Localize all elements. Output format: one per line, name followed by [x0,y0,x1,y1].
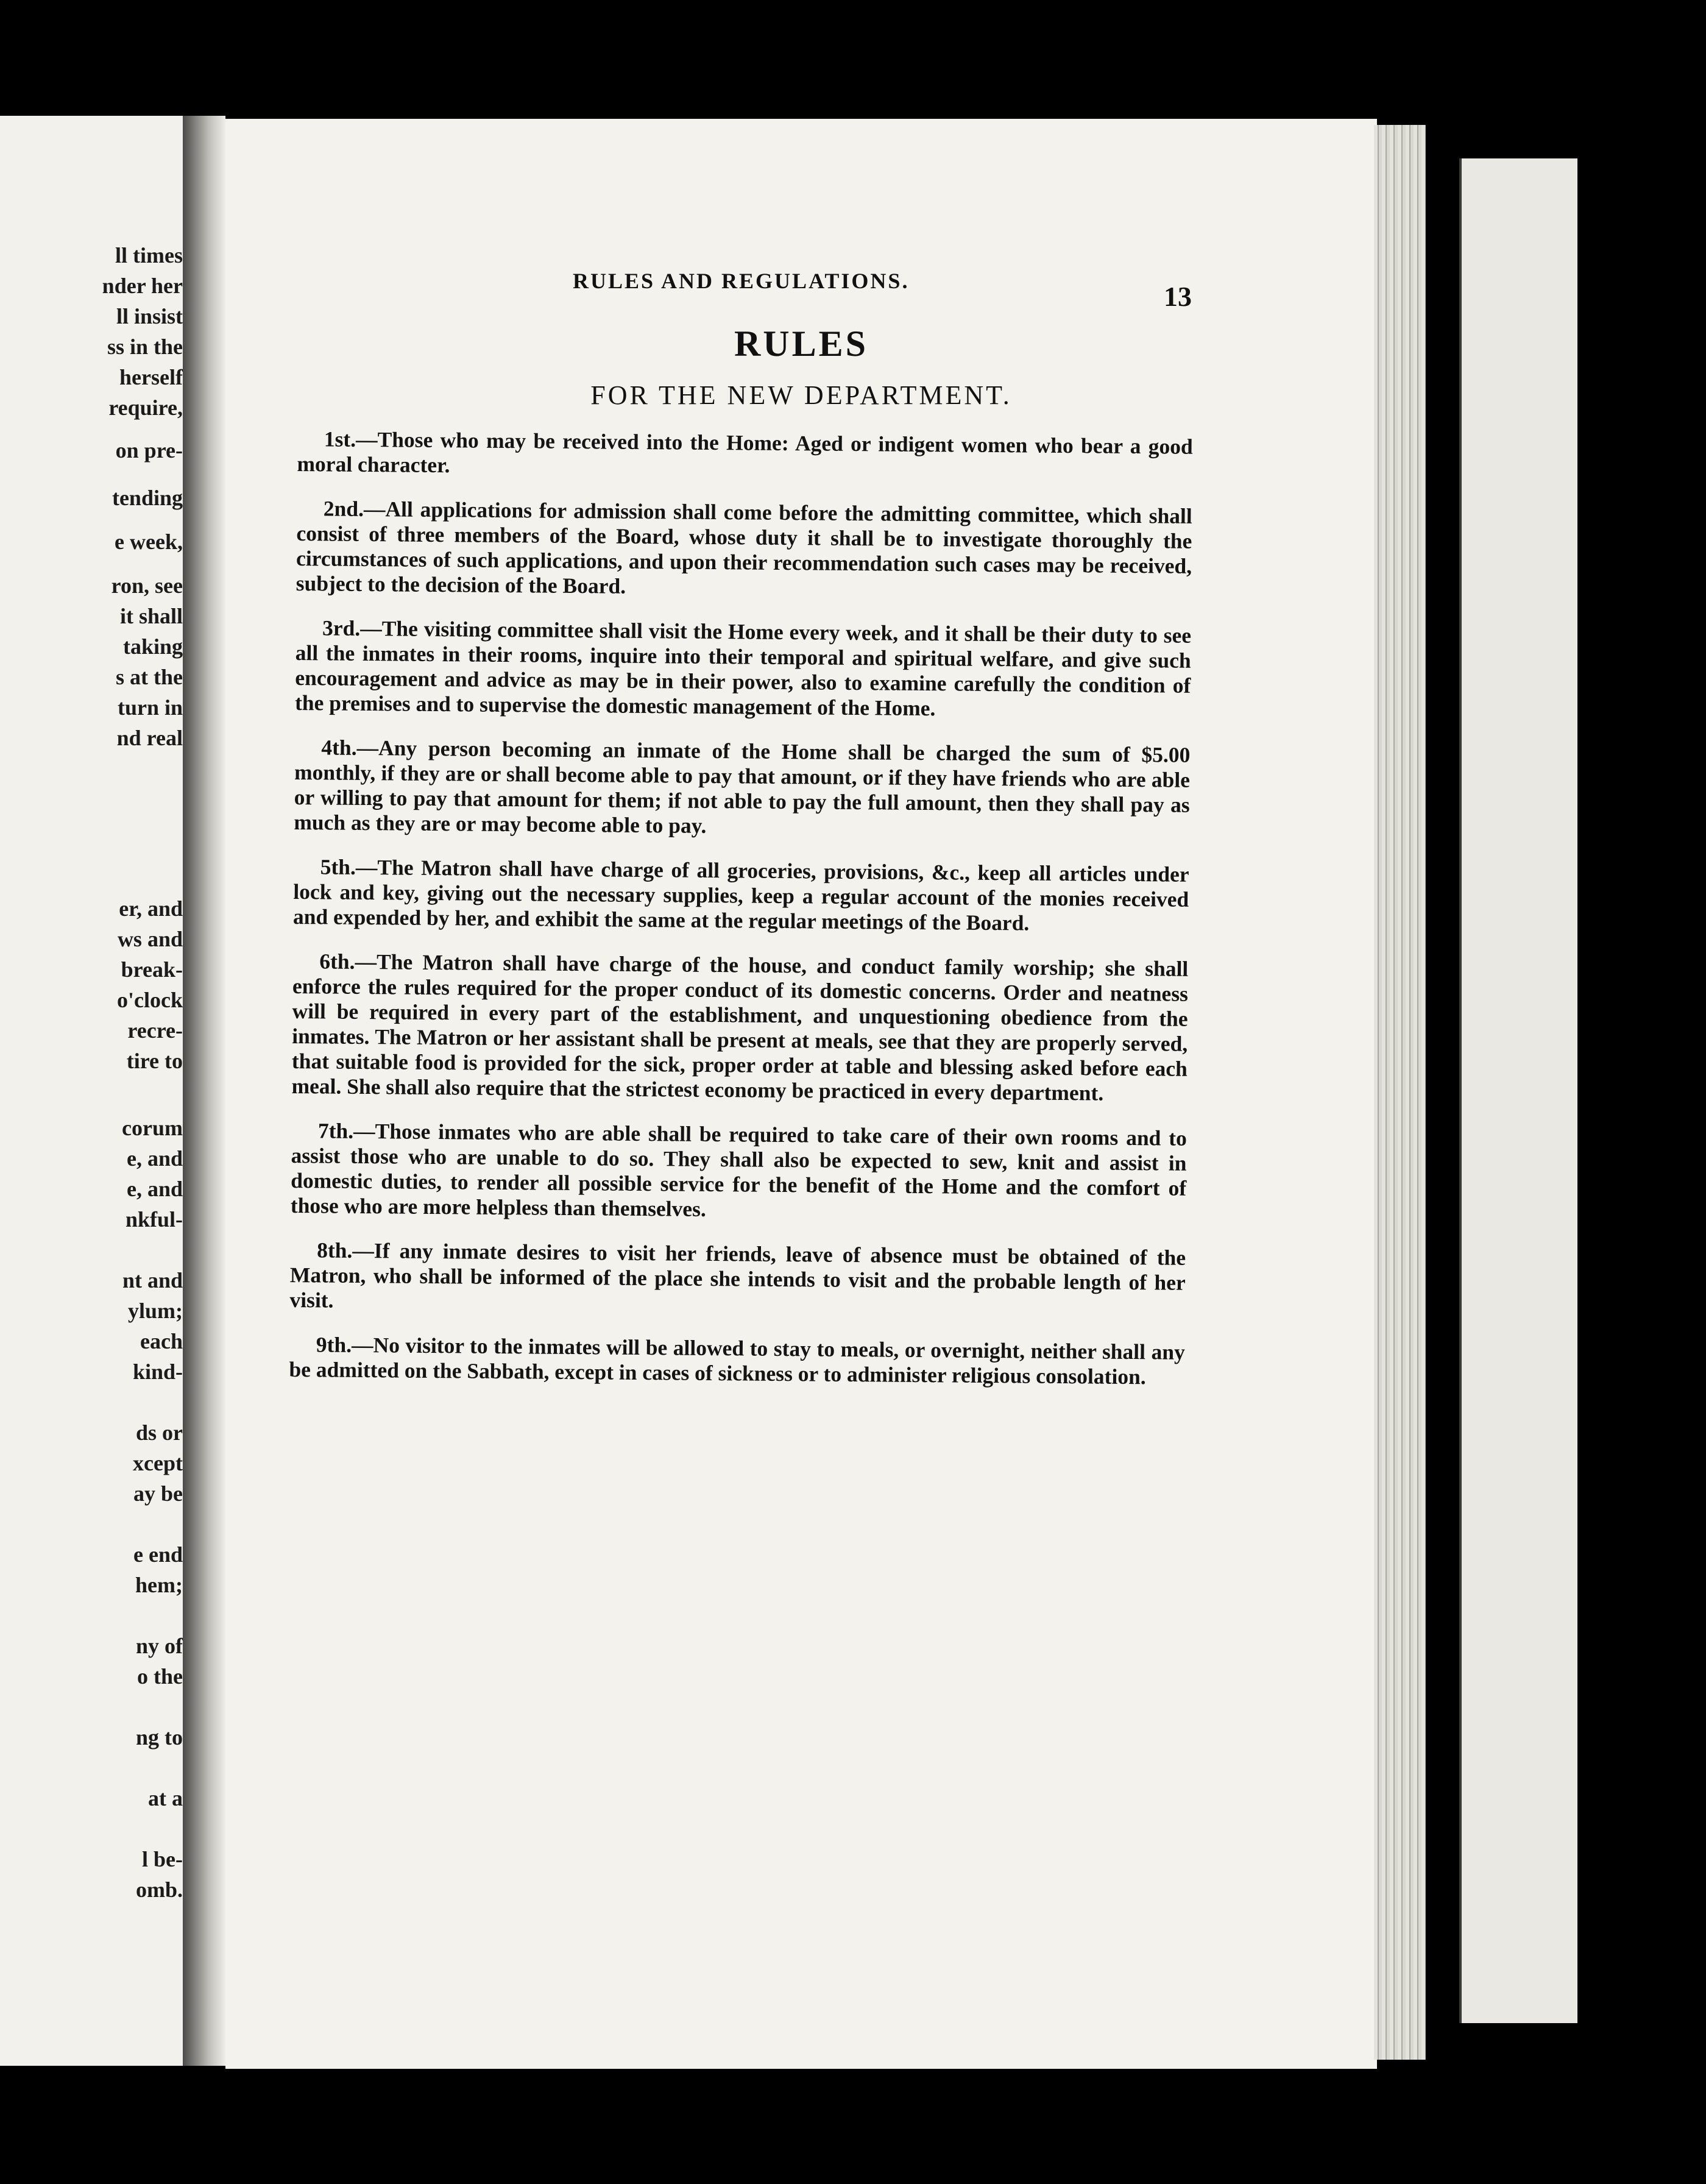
left-page-fragment: on pre- [115,438,183,463]
left-page-fragment: nt and [122,1268,183,1292]
rules-list [289,427,1193,1409]
left-page-fragment: hem; [135,1573,183,1597]
left-page-fragment: recre- [127,1018,183,1043]
page-number: 13 [1164,281,1192,312]
left-page-fragment: each [140,1329,183,1353]
left-page-fragment: ron, see [111,573,183,598]
page-title: RULES [734,324,869,364]
left-page-fragment: corum [122,1116,183,1140]
left-page-fragment: s at the [116,665,183,689]
rule-1: 1st.—Those who may be received into the Home: Aged or indigent women who bear a good moral character. [297,427,1193,478]
page-subtitle: FOR THE NEW DEPARTMENT. [590,380,1012,410]
left-page-fragment: e, and [126,1146,183,1171]
left-page-fragment: at a [148,1786,183,1810]
left-page-fragment: ws and [117,927,183,951]
left-page-fragment: l be- [142,1847,183,1871]
left-page-fragment: herself [119,365,183,389]
left-page-fragment: o'clock [117,988,183,1012]
left-page-fragment: ny of [135,1634,183,1658]
left-page-fragment: ll times [115,243,183,268]
left-page-fragment: tire to [126,1049,183,1073]
left-page-fragment: er, and [119,896,183,921]
rule-8: 8th.—If any inmate desires to visit her friends, leave of absence must be obtained of the Matron, who shall be informed of the place she intends to visit and the probable length of her visit. [289,1238,1186,1313]
rule-7: 7th.—Those inmates who are able shall be required to take care of their own rooms and to assist those who are unable to do so. They shall also be expected to sew, knit and assist in domestic duties, to render all possible service for the benefit of the Home and the comfort of those who are more helpless than themselves. [290,1118,1187,1221]
left-page-fragment: ll insist [116,304,183,328]
left-page-fragment: ss in the [107,335,183,359]
page-edges [1374,125,1426,2060]
left-page-fragment: turn in [117,695,183,720]
left-page-fragment: nder her [102,274,183,298]
left-page-fragment: e end [133,1542,183,1567]
left-page-fragment: tending [111,486,183,510]
rule-9: 9th.—No visitor to the inmates will be allowed to stay to meals, or overnight, neither shall any be admitted on the Sabbath, except in cases of sickness or to administer religious consolation. [289,1332,1185,1389]
left-page-fragment: require, [108,395,183,420]
left-facing-page [0,116,186,2066]
rule-6: 6th.—The Matron shall have charge of the house, and conduct family worship; she shall enforce the rules required for the proper conduct of its domestic concerns. Order and neatness will be required in every part of the establishment, and unquestioning obedience from the inmates. The Matron or her assistant shall be present at meals, see that they are properly served, that suitable food is provided for the sick, proper order at table and blessing asked before each meal. She shall also require that the strictest economy be practiced in every department. [291,949,1189,1105]
left-page-fragment: e week, [115,530,183,554]
left-page-fragment: o the [137,1664,183,1689]
left-page-fragment: ay be [133,1481,183,1506]
left-page-fragment: nd real [116,726,183,750]
left-page-fragment: break- [121,957,183,982]
right-page-strip [1459,158,1577,2023]
left-page-fragment: nkful- [125,1207,183,1232]
left-page-fragment: ng to [135,1725,183,1750]
left-page-fragment: ds or [135,1420,183,1445]
left-page-fragment: xcept [133,1451,183,1475]
rule-5: 5th.—The Matron shall have charge of all groceries, provisions, &c., keep all articles under lock and key, giving out the necessary supplies, keep a regular account of the monies received and expended by her, and exhibit the same at the regular meetings of the Board. [292,854,1189,935]
running-head: RULES AND REGULATIONS. [573,269,910,293]
left-page-fragment: taking [122,634,183,659]
book-gutter [183,116,225,2066]
left-page-fragment: ylum; [128,1299,183,1323]
left-page-fragment: kind- [132,1360,183,1384]
left-page-fragment: it shall [119,604,183,628]
left-page-fragment: omb. [135,1877,183,1902]
left-page-fragment: e, and [126,1177,183,1201]
rule-2: 2nd.—All applications for admission shall come before the admitting committee, which shall consist of three members of the Board, whose duty it shall be to investigate thoroughly the circumstances of such applications, and upon their recommendation such cases may be received, subject to the decision of the Board. [296,496,1192,598]
rule-4: 4th.—Any person becoming an inmate of the Home shall be charged the sum of $5.00 monthly, if they are or shall become able to pay that amount, or if they have friends who are able or willing to pay that amount for them; if not able to pay the full amount, then they shall pay as much as they are or may become able to pay. [294,735,1191,838]
rule-3: 3rd.—The visiting committee shall visit the Home every week, and it shall be their duty to see all the inmates in their rooms, inquire into their temporal and spiritual welfare, and give such encouragement and advice as may be in their power, also to examine carefully the condition of the premises and to supervise the domestic management of the Home. [294,615,1192,721]
